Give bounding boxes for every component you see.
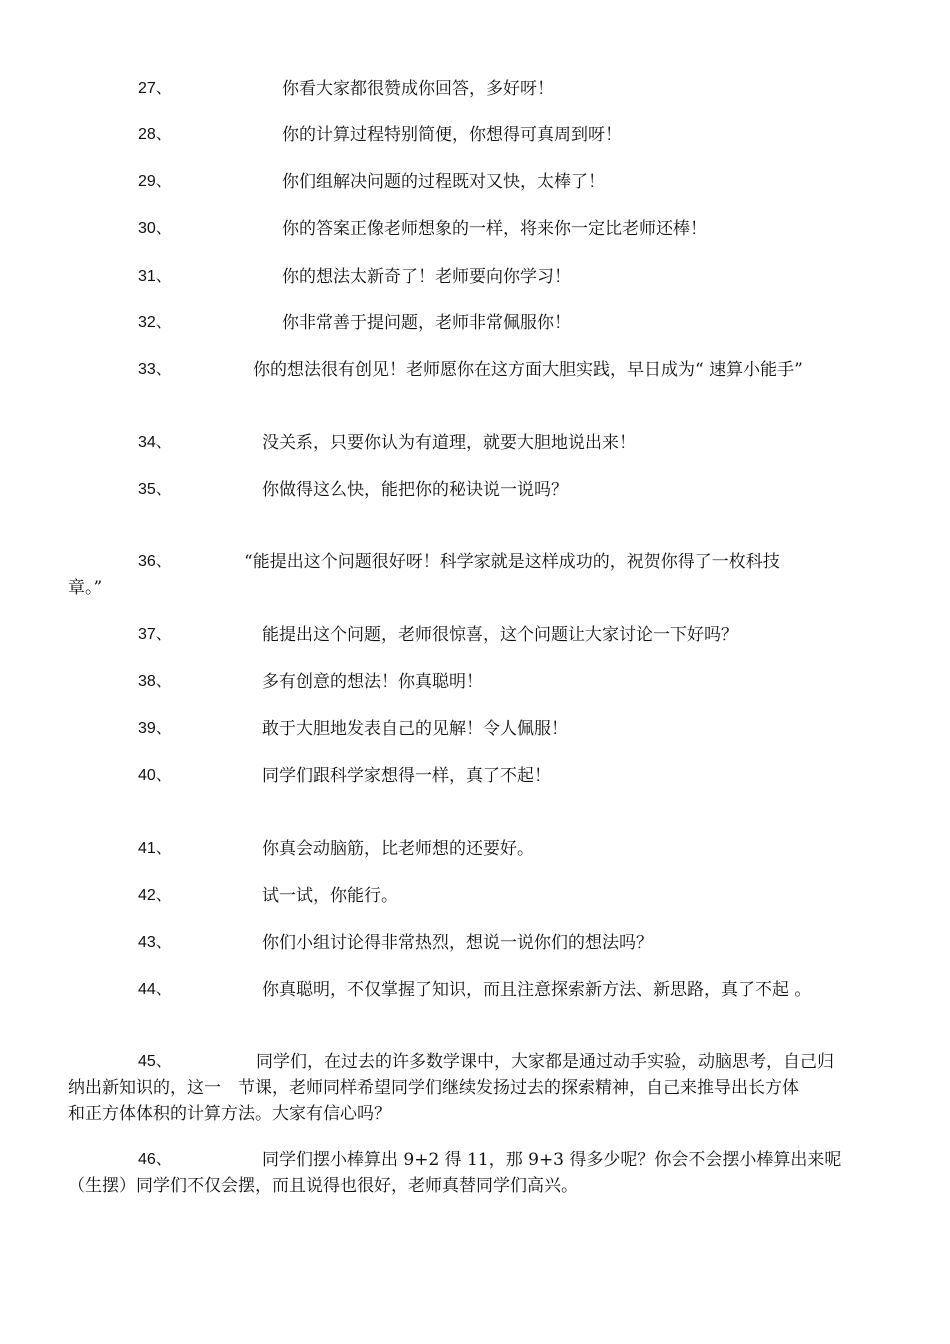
item-text: 你的计算过程特别简便，你想得可真周到呀！: [282, 125, 622, 145]
item-text: 没关系，只要你认为有道理，就要大胆地说出来！: [262, 433, 636, 453]
item-text: 敢于大胆地发表自己的见解！令人佩服！: [262, 719, 568, 739]
item-number: 33、: [138, 361, 172, 378]
item-text: “能提出这个问题很好呀！科学家就是这样成功的，祝贺你得了一枚科技: [244, 552, 780, 572]
item-number: 35、: [138, 481, 172, 498]
item-number: 28、: [138, 126, 172, 143]
item-text: 你的想法很有创见！老师愿你在这方面大胆实践，早日成为“ 速算小能手”: [253, 360, 803, 380]
item-text: 你做得这么快，能把你的秘诀说一说吗？: [262, 480, 568, 500]
item-text-continuation: 章。”: [68, 578, 103, 598]
paragraph-line: （生摆）同学们不仅会摆，而且说得也很好，老师真替同学们高兴。: [68, 1176, 578, 1196]
item-number: 46、: [138, 1151, 172, 1168]
item-text: 你真会动脑筋，比老师想的还要好。: [262, 839, 534, 859]
paragraph-line: 和正方体体积的计算方法。大家有信心吗？: [68, 1104, 391, 1124]
item-number: 27、: [138, 80, 172, 97]
item-number: 43、: [138, 934, 172, 951]
item-number: 38、: [138, 673, 172, 690]
item-number: 42、: [138, 887, 172, 904]
item-text: 你的答案正像老师想象的一样，将来你一定比老师还棒！: [282, 219, 707, 239]
item-text: 多有创意的想法！你真聪明！: [262, 672, 483, 692]
item-number: 32、: [138, 314, 172, 331]
item-number: 31、: [138, 268, 172, 285]
item-number: 45、: [138, 1053, 172, 1070]
item-number: 34、: [138, 434, 172, 451]
item-text: 你们小组讨论得非常热烈，想说一说你们的想法吗？: [262, 933, 653, 953]
item-text: 试一试，你能行。: [262, 886, 398, 906]
item-text: 你们组解决问题的过程既对又快，太棒了！: [282, 172, 605, 192]
paragraph-line: 同学们，在过去的许多数学课中，大家都是通过动手实验，动脑思考，自己归: [256, 1052, 834, 1072]
paragraph-line: 同学们摆小棒算出 9+2 得 11，那 9+3 得多少呢？你会不会摆小棒算出来呢: [262, 1150, 842, 1170]
paragraph-line: 纳出新知识的，这一 节课，老师同样希望同学们继续发扬过去的探索精神，自己来推导出长方体: [68, 1078, 799, 1098]
item-number: 37、: [138, 626, 172, 643]
item-number: 29、: [138, 173, 172, 190]
item-text: 同学们跟科学家想得一样，真了不起！: [262, 766, 551, 786]
item-number: 39、: [138, 720, 172, 737]
item-number: 36、: [138, 553, 172, 570]
item-number: 44、: [138, 981, 172, 998]
item-number: 41、: [138, 840, 172, 857]
item-text: 你看大家都很赞成你回答，多好呀！: [282, 79, 554, 99]
item-text: 你真聪明，不仅掌握了知识，而且注意探索新方法、新思路，真了不起 。: [262, 980, 812, 1000]
item-number: 30、: [138, 220, 172, 237]
item-number: 40、: [138, 767, 172, 784]
item-text: 你的想法太新奇了！老师要向你学习！: [282, 267, 571, 287]
item-text: 能提出这个问题，老师很惊喜，这个问题让大家讨论一下好吗？: [262, 625, 738, 645]
item-text: 你非常善于提问题，老师非常佩服你！: [282, 313, 571, 333]
